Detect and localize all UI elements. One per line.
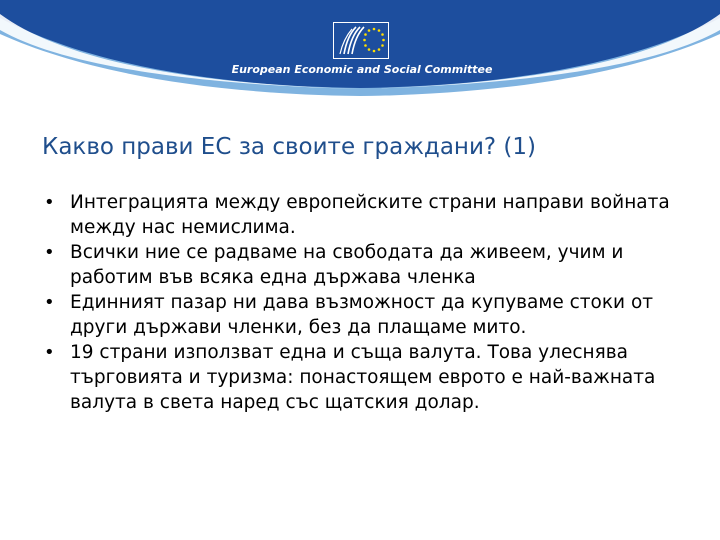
bullet-item [42,240,692,290]
bullet-item [42,290,692,340]
bullet-marker: • [44,242,55,263]
bullet-text: 19 страни използват една и съща валута. Това улеснява търговията и туризма: понастоящем еврото е най-важната валута в света наред със щатския долар. [70,342,656,413]
bullet-marker: • [44,342,55,363]
bullet-marker: • [44,292,55,313]
slide-title: Какво прави ЕС за своите граждани? (1) [42,134,536,160]
bullet-list [42,190,692,415]
bullet-text: Всички ние се радваме на свободата да живеем, учим и работим във всяка една държава членка [70,242,624,288]
bullet-item [42,190,692,240]
eesc-logo-icon [333,22,389,59]
bullet-marker: • [44,192,55,213]
bullet-text: Единният пазар ни дава възможност да купуваме стоки от други държави членки, без да плащаме мито. [70,292,654,338]
bullet-item [42,340,692,415]
organization-name: European Economic and Social Committee [231,63,493,76]
bullet-text: Интеграцията между европейските страни направи войната между нас немислима. [70,192,670,238]
